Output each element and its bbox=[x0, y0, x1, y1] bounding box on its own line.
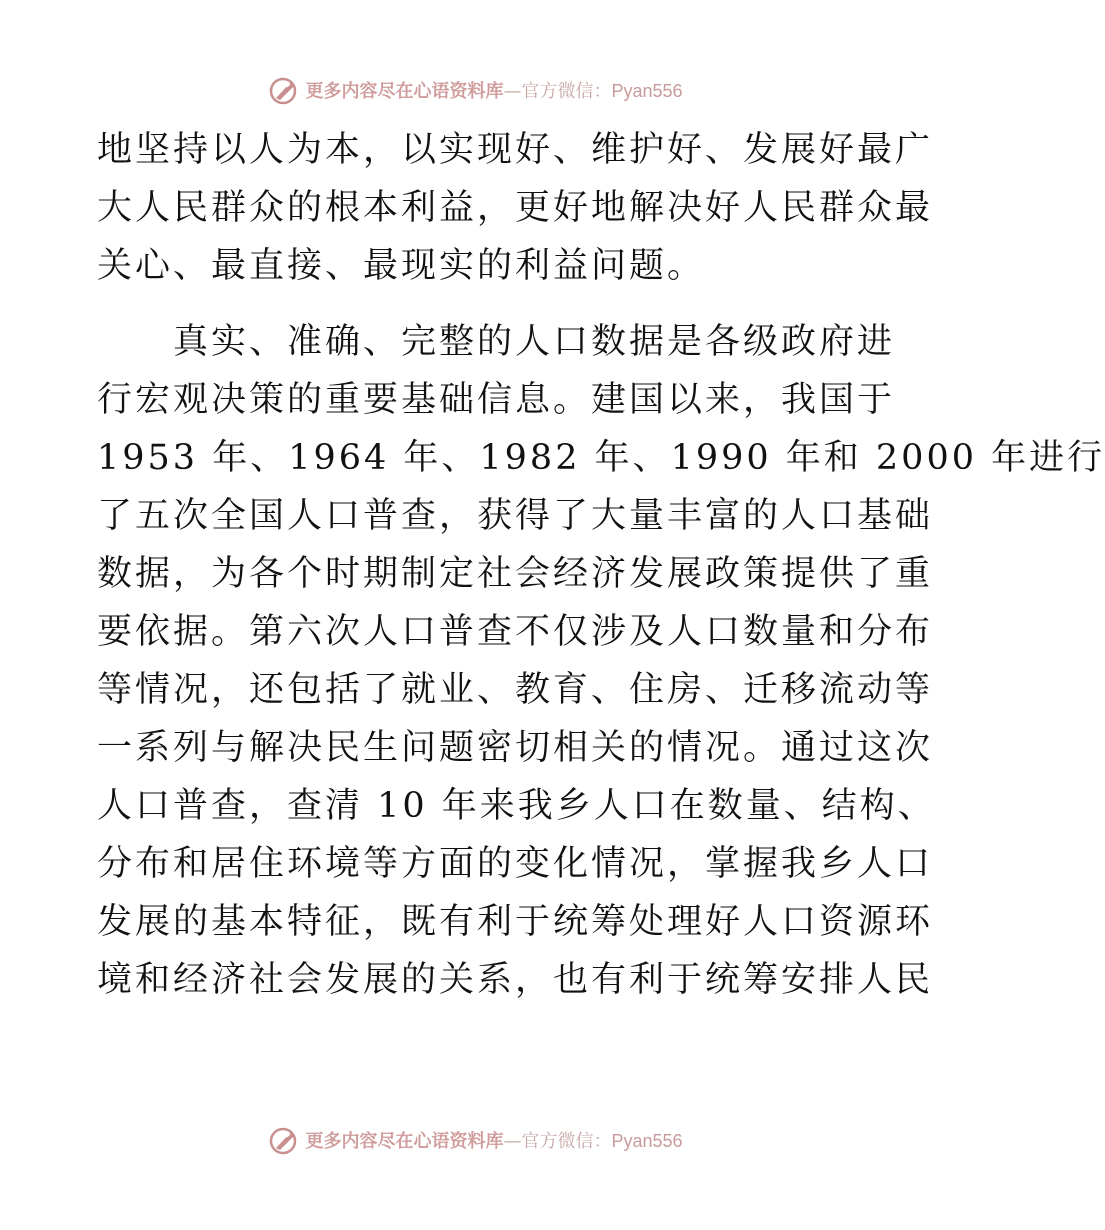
text-line: 分布和居住环境等方面的变化情况，掌握我乡人口 bbox=[97, 844, 934, 884]
text-line: 行宏观决策的重要基础信息。建国以来，我国于 bbox=[97, 380, 896, 420]
paragraph-gap bbox=[97, 295, 857, 313]
paragraph bbox=[97, 313, 1105, 1009]
watermark-wechat-id: Pyan556 bbox=[611, 1131, 683, 1151]
watermark-text bbox=[305, 77, 682, 103]
text-line: 一系列与解决民生问题密切相关的情况。通过这次 bbox=[97, 728, 934, 768]
document-body bbox=[97, 121, 1105, 1009]
watermark-brand: 更多内容尽在心语资料库 bbox=[305, 1131, 504, 1152]
text-line: 了五次全国人口普查，获得了大量丰富的人口基础 bbox=[97, 496, 934, 536]
text-line: 发展的基本特征，既有利于统筹处理好人口资源环 bbox=[97, 902, 934, 942]
text-line: 关心、最直接、最现实的利益问题。 bbox=[97, 246, 706, 286]
watermark-official-label: 官方微信： bbox=[521, 81, 612, 102]
text-line: 地坚持以人为本，以实现好、维护好、发展好最广 bbox=[97, 130, 934, 170]
header-watermark bbox=[0, 70, 950, 110]
watermark-brand: 更多内容尽在心语资料库 bbox=[305, 81, 504, 102]
paragraph bbox=[97, 121, 934, 295]
watermark-separator: — bbox=[503, 81, 522, 102]
pen-circle-logo-icon bbox=[267, 73, 301, 107]
text-line: 人口普查，查清 10 年来我乡人口在数量、结构、 bbox=[97, 786, 936, 826]
text-line: 等情况，还包括了就业、教育、住房、迁移流动等 bbox=[97, 670, 934, 710]
watermark-official-label: 官方微信： bbox=[521, 1131, 612, 1152]
text-line: 数据，为各个时期制定社会经济发展政策提供了重 bbox=[97, 554, 934, 594]
footer-watermark bbox=[0, 1120, 950, 1160]
text-line: 真实、准确、完整的人口数据是各级政府进 bbox=[97, 322, 896, 362]
watermark-separator: — bbox=[503, 1131, 522, 1152]
text-line: 要依据。第六次人口普查不仅涉及人口数量和分布 bbox=[97, 612, 934, 652]
watermark-text bbox=[305, 1127, 682, 1153]
text-line: 大人民群众的根本利益，更好地解决好人民群众最 bbox=[97, 188, 934, 228]
pen-circle-logo-icon bbox=[267, 1123, 301, 1157]
text-line: 境和经济社会发展的关系，也有利于统筹安排人民 bbox=[97, 960, 934, 1000]
text-line: 1953 年、1964 年、1982 年、1990 年和 2000 年进行 bbox=[97, 438, 1105, 478]
watermark-wechat-id: Pyan556 bbox=[611, 81, 683, 101]
